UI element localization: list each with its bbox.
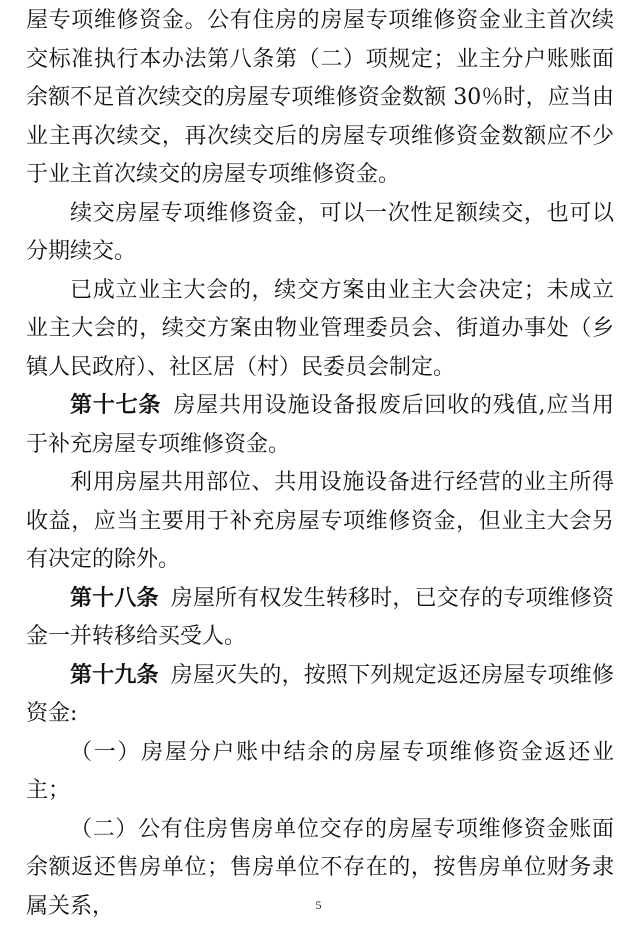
paragraph-text: 已成立业主大会的，续交方案由业主大会决定；未成立业主大会的，续交方案由物业管理委员会、街道办事处（乡镇人民政府）、社区居（村）民委员会制定。 [26, 277, 614, 380]
paragraph [26, 464, 614, 580]
page-number: 5 [315, 898, 322, 912]
paragraph-text: 利用房屋共用部位、共用设施设备进行经营的业主所得收益，应当主要用于补充房屋专项维修资金，但业主大会另有决定的除外。 [26, 470, 614, 572]
paragraph-continuation [26, 2, 614, 195]
paragraph [26, 195, 614, 272]
article-18 [26, 580, 614, 657]
article-title: 第十七条 [70, 393, 162, 418]
paragraph-text: 房屋灭失的，按照下列规定返还房屋专项维修资金: [26, 662, 614, 726]
paragraph-text: （二）公有住房售房单位交存的房屋专项维修资金账面余额返还售房单位；售房单位不存在的，按售房单位财务隶属关系， [26, 816, 614, 919]
paragraph-text: （一）房屋分户账中结余的房屋专项维修资金返还业主； [26, 739, 614, 803]
paragraph-text: 续交房屋专项维修资金，可以一次性足额续交，也可以分期续交。 [26, 200, 614, 264]
paragraph-text: 房屋所有权发生转移时，已交存的专项维修资金一并转移给买受人。 [26, 585, 614, 649]
article-title: 第十八条 [70, 585, 159, 611]
article-17 [26, 387, 614, 464]
list-item [26, 734, 614, 811]
article-19 [26, 657, 614, 734]
paragraph-text: 房屋共用设施设备报废后回收的残值,应当用于补充房屋专项维修资金。 [26, 393, 614, 457]
paragraph [26, 272, 614, 388]
article-title: 第十九条 [70, 662, 159, 688]
body-text [26, 2, 614, 926]
paragraph-text: 屋专项维修资金。公有住房的房屋专项维修资金业主首次续交标准执行本办法第八条第（二）项规定；业主分户账账面余额不足首次续交的房屋专项维修资金数额 30％时，应当由业主再次续交，再次续交后的房屋专项维修资金数额应不少于业主首次续交的房屋专项维修资金。 [26, 8, 614, 187]
